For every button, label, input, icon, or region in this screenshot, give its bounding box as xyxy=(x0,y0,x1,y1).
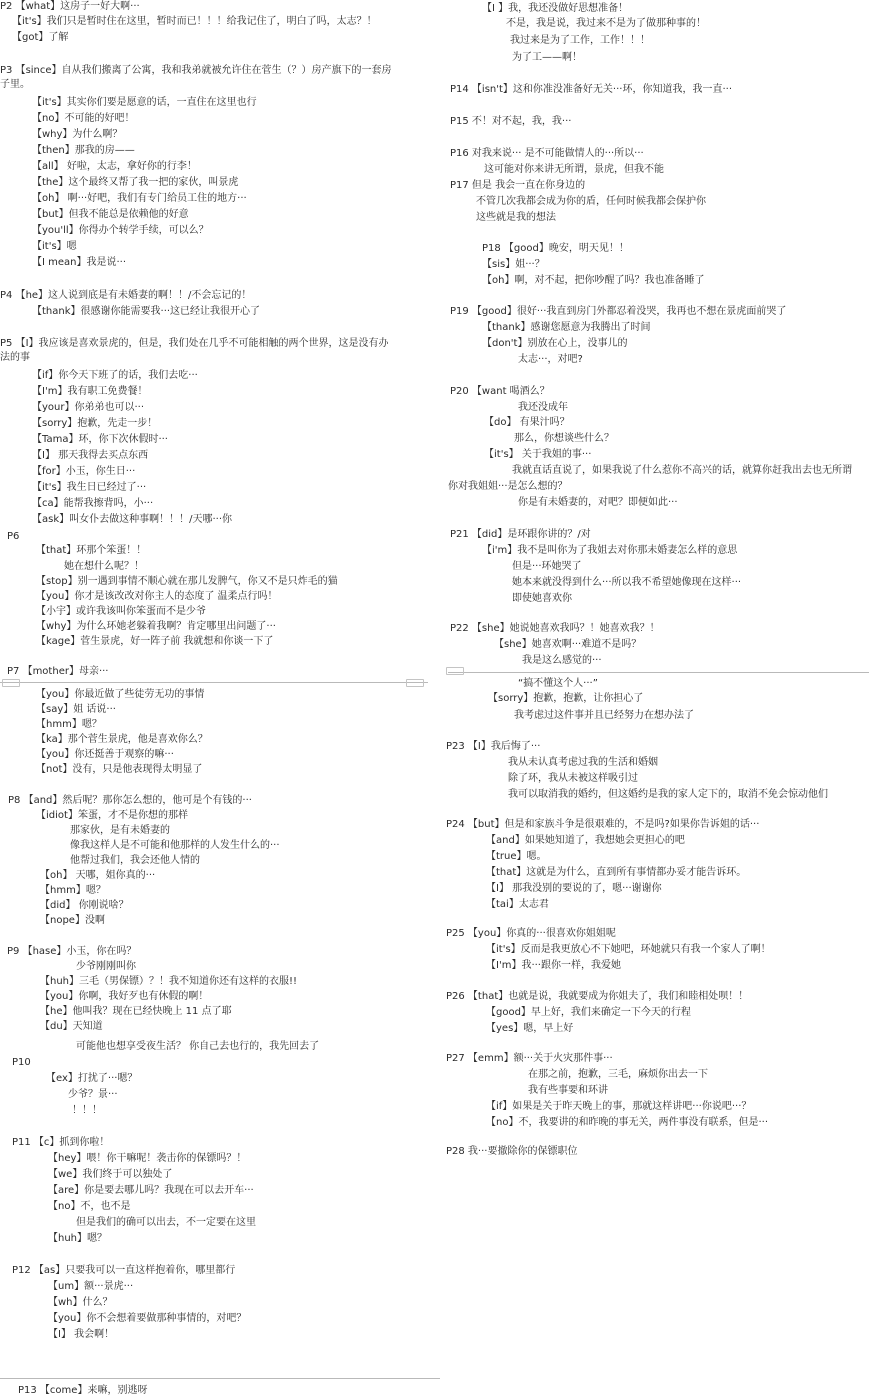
right-column-line: 【and】如果她知道了，我想她会更担心的吧 xyxy=(486,835,685,846)
right-column-line: 【if】如果是关于昨天晚上的事，那就这样讲吧···你说吧···？ xyxy=(486,1101,752,1112)
right-column-line: 但是···环她哭了 xyxy=(512,561,582,572)
left-column-line: 【I】 那天我得去买点东西 xyxy=(32,450,149,461)
right-column-line: 我是这么感觉的··· xyxy=(522,655,602,666)
left-column-line: 【say】姐 话说··· xyxy=(36,704,116,715)
left-column-line: 【ask】叫女仆去做这种事啊！！！/天哪···你 xyxy=(32,514,233,525)
right-column-line: P20 【want 喝酒么？ xyxy=(450,386,550,397)
right-column-line: 【sorry】抱歉，抱歉，让你担心了 xyxy=(488,693,644,704)
right-column-line: 【thank】感谢您愿意为我腾出了时间 xyxy=(482,322,651,333)
right-column-line: P22 【she】她说她喜欢我吗？！她喜欢我？！ xyxy=(450,623,660,634)
right-column-line: P28 我···要撤除你的保镖职位 xyxy=(446,1146,578,1157)
right-column-line: 【she】她喜欢啊···难道不是吗？ xyxy=(494,639,642,650)
right-column-line: 【it's】反而是我更放心不下她吧，环她就只有我一个家人了啊！ xyxy=(486,944,771,955)
left-column-line: 【you】你最近做了些徒劳无功的事情 xyxy=(36,689,205,700)
left-column-line: 【you】你啊，我好歹也有休假的啊！ xyxy=(40,991,209,1002)
right-column-line: 这可能对你来讲无所谓，景虎，但我不能 xyxy=(484,164,664,175)
right-column-line: 【i'm】我不是叫你为了我姐去对你那未婚妻怎么样的意思 xyxy=(482,545,738,556)
right-column-line: 【I 】我，我还没做好思想准备！ xyxy=(482,3,629,14)
left-column-line: 【Tama】环，你下次休假时··· xyxy=(32,434,168,445)
right-column-line: 太志···，对吧? xyxy=(518,354,583,365)
left-column-line: 【huh】三毛（男保镖）？！我不知道你还有这样的衣服!! xyxy=(40,976,298,987)
left-column-line: P12 【as】只要我可以一直这样抱着你，哪里都行 xyxy=(12,1265,236,1276)
left-column-line: P5 【I】我应该是喜欢景虎的，但是，我们处在几乎不可能相触的两个世界，这是没有办 xyxy=(0,338,389,349)
left-column-line: P13 【come】来嘛，别逃呀 xyxy=(18,1385,148,1396)
right-column-line: 【no】不，我要讲的和昨晚的事无关，两件事没有联系，但是··· xyxy=(486,1117,768,1128)
page-divider-right xyxy=(448,672,869,673)
left-column-line: 【thank】很感谢你能需要我···这已经让我很开心了 xyxy=(32,306,261,317)
left-column-line: P4 【he】这人说到底是有未婚妻的啊！！/不会忘记的！ xyxy=(0,290,252,301)
left-column-line: 【ka】那个菅生景虎，他是喜欢你么？ xyxy=(36,734,208,745)
left-column-line: 【idiot】笨蛋，才不是你想的那样 xyxy=(36,810,188,821)
left-column-line: ！！！ xyxy=(72,1105,102,1116)
right-column-line: P23 【I】我后悔了··· xyxy=(446,741,541,752)
right-column-line: 这些就是我的想法 xyxy=(476,212,556,223)
left-column-line: 【he】他叫我？现在已经快晚上 11 点了耶 xyxy=(40,1006,232,1017)
left-column-line: 【for】小玉，你生日··· xyxy=(32,466,136,477)
left-column-line: P7 【mother】母亲··· xyxy=(7,666,109,677)
right-column-line: 【true】嗯。 xyxy=(486,851,547,862)
left-column-line: P3 【since】自从我们搬离了公寓，我和我弟就被允许住在菅生（？）房产旗下的一套房 xyxy=(0,65,392,76)
left-column-line: 【you】你才是该改改对你主人的态度了 温柔点行吗！ xyxy=(36,591,278,602)
left-column-line: 【ex】打扰了···嗯？ xyxy=(46,1073,138,1084)
right-column-line: 我有些事要和环讲 xyxy=(528,1085,608,1096)
right-column-line: 我考虑过这件事并且已经努力在想办法了 xyxy=(514,710,694,721)
left-column-line: 【小宇】或许我该叫你笨蛋而不是少爷 xyxy=(36,606,206,617)
right-column-line: 【I】 那我没别的要说的了，嗯···谢谢你 xyxy=(486,883,662,894)
left-column-line: P6 xyxy=(7,531,20,542)
left-column-line: 【it's】其实你们要是愿意的话，一直住在这里也行 xyxy=(32,97,257,108)
left-column-line: 【kage】菅生景虎，好一阵子前 我就想和你谈一下了 xyxy=(36,636,274,647)
left-column-line: 【all】 好啦，太志，拿好你的行李！ xyxy=(32,161,197,172)
left-column-line: 【why】为什么啊？ xyxy=(32,129,123,140)
right-column-line: 【it's】 关于我姐的事··· xyxy=(484,449,592,460)
right-column-line: 我还没成年 xyxy=(518,402,568,413)
left-column-line: 【huh】嗯？ xyxy=(48,1233,108,1244)
right-column-line: 在那之前，抱歉，三毛，麻烦你出去一下 xyxy=(528,1069,708,1080)
left-column-line: P2 【what】这房子一好大啊··· xyxy=(0,1,140,12)
left-column-line: 【that】环那个笨蛋！！ xyxy=(36,545,147,556)
left-column-line: 【got】了解 xyxy=(12,32,69,43)
left-column-line: 【you】你不会想着要做那种事情的，对吧？ xyxy=(48,1313,247,1324)
right-column-line: 【good】早上好，我们来确定一下今天的行程 xyxy=(486,1007,691,1018)
right-column-line: P18 【good】晚安，明天见！！ xyxy=(482,243,629,254)
right-column-line: “搞不懂这个人···” xyxy=(518,678,598,689)
left-column-line: 【no】不可能的好吧！ xyxy=(32,113,135,124)
left-column-line: P9 【hase】小玉，你在吗？ xyxy=(7,946,137,957)
right-column-line: 【oh】啊，对不起，把你吵醒了吗？我也准备睡了 xyxy=(482,275,705,286)
right-column-line: P24 【but】但是和家族斗争是很艰难的，不是吗?如果你告诉姐的话··· xyxy=(446,819,760,830)
right-column-line: P19 【good】很好···我直到房门外都忍着没哭，我再也不想在景虎面前哭了 xyxy=(450,306,787,317)
left-column-line: 【wh】什么？ xyxy=(48,1297,113,1308)
left-column-line: 【stop】别一遇到事情不顺心就在那儿发脾气，你又不是只炸毛的猫 xyxy=(36,576,338,587)
left-column-line: 【it's】我们只是暂时住在这里，暂时而已！！！给我记住了，明白了吗，太志？！ xyxy=(12,16,377,27)
right-column-line: 【sis】姐···？ xyxy=(482,259,545,270)
left-column-line: 少爷？景··· xyxy=(68,1089,118,1100)
right-column-line: P21 【did】是环跟你讲的？/对 xyxy=(450,529,591,540)
divider-marker-b xyxy=(406,679,424,687)
left-column-line: 【you'll】你得办个转学手续，可以么？ xyxy=(32,225,209,236)
left-column-line: 子里。 xyxy=(0,79,30,90)
left-column-line: 【you】你还挺善于观察的嘛··· xyxy=(36,749,174,760)
right-column-line: 【do】 有果汁吗？ xyxy=(484,417,570,428)
divider-marker-a xyxy=(2,679,20,687)
left-column-line: P10 xyxy=(12,1057,31,1068)
right-column-line: 那么，你想谈些什么？ xyxy=(514,433,614,444)
left-column-line: 【it's】嗯 xyxy=(32,241,77,252)
right-column-line: 你对我姐姐···是怎么想的？ xyxy=(448,481,568,492)
right-column-line: P16 对我来说··· 是不可能做情人的···所以··· xyxy=(450,148,644,159)
right-column-line: P27 【emm】额···关于火灾那件事··· xyxy=(446,1053,613,1064)
right-column-line: P15 不！对不起，我，我··· xyxy=(450,116,572,127)
left-column-line: 像我这样人是不可能和他那样的人发生什么的··· xyxy=(70,840,280,851)
right-column-line: 为了工——啊！ xyxy=(512,52,582,63)
left-column-line: P11 【c】抓到你啦！ xyxy=(12,1137,110,1148)
left-column-line: 【du】天知道 xyxy=(40,1021,103,1032)
left-column-line: 【hey】喂！你干嘛呢！袭击你的保镖吗？！ xyxy=(48,1153,247,1164)
left-column-line: 【ca】能帮我擦背吗，小··· xyxy=(32,498,154,509)
right-column-line: 【that】这就是为什么，直到所有事情都办妥才能告诉环。 xyxy=(486,867,747,878)
left-column-line: 他帮过我们，我会还他人情的 xyxy=(70,855,200,866)
right-column-line: 你是有未婚妻的，对吧？即便如此··· xyxy=(518,497,678,508)
left-column-line: 【I】 我会啊！ xyxy=(48,1329,115,1340)
left-column-line: 【um】额···景虎··· xyxy=(48,1281,134,1292)
left-column-line: 【oh】 天哪，姐你真的··· xyxy=(40,870,156,881)
left-column-line: 【we】我们终于可以独处了 xyxy=(48,1169,173,1180)
right-column-line: 即使她喜欢你 xyxy=(512,593,572,604)
right-column-line: 【tai】太志君 xyxy=(486,899,549,910)
left-column-line: 【your】你弟弟也可以··· xyxy=(32,402,145,413)
left-column-line: 【are】你是要去哪儿吗？我现在可以去开车··· xyxy=(48,1185,254,1196)
left-column-line: 【I mean】我是说··· xyxy=(32,257,127,268)
left-column-line: 【then】那我的房—— xyxy=(32,145,135,156)
left-column-line: 【but】但我不能总是依赖他的好意 xyxy=(32,209,189,220)
left-column-line: 法的事 xyxy=(0,352,30,363)
left-column-line: 【it's】我生日已经过了··· xyxy=(32,482,147,493)
left-column-line: 【hmm】嗯？ xyxy=(40,885,106,896)
right-column-line: 我过来是为了工作，工作！！！ xyxy=(510,35,650,46)
left-column-line: 【if】你今天下班了的话，我们去吃··· xyxy=(32,370,198,381)
left-column-line: 【nope】没啊 xyxy=(40,915,105,926)
page-divider-bottom xyxy=(0,1378,440,1379)
right-column-line: P14 【isn't】这和你准没准备好无关···环，你知道我，我一直··· xyxy=(450,84,733,95)
page-divider-left xyxy=(0,682,428,683)
right-column-line: 我从未认真考虑过我的生活和婚姻 xyxy=(508,757,658,768)
right-column-line: 我可以取消我的婚约，但这婚约是我的家人定下的，取消不免会惊动他们 xyxy=(508,789,828,800)
right-column-line: P17 但是 我会一直在你身边的 xyxy=(450,180,586,191)
left-column-line: 【no】不，也不是 xyxy=(48,1201,131,1212)
right-column-line: 她本来就没得到什么···所以我不希望她像现在这样··· xyxy=(512,577,742,588)
left-column-line: 【did】 你刚说啥？ xyxy=(40,900,129,911)
left-column-line: 少爷刚刚叫你 xyxy=(76,961,136,972)
left-column-line: P8 【and】然后呢？那你怎么想的，他可是个有钱的··· xyxy=(8,795,252,806)
left-column-line: 【I'm】我有职工免费餐！ xyxy=(32,386,148,397)
left-column-line: 【not】没有，只是他表现得太明显了 xyxy=(36,764,203,775)
right-column-line: 【I'm】我···跟你一样，我爱她 xyxy=(486,960,621,971)
right-column-line: P26 【that】也就是说，我就要成为你姐夫了，我们和睦相处呗！！ xyxy=(446,991,749,1002)
left-column-line: 她在想什么呢？！ xyxy=(64,561,144,572)
right-column-line: 【yes】嗯，早上好 xyxy=(486,1023,574,1034)
left-column-line: 那家伙，是有未婚妻的 xyxy=(70,825,170,836)
right-column-line: 不管几次我都会成为你的盾，任何时候我都会保护你 xyxy=(476,196,706,207)
right-column-line: P25 【you】你真的···很喜欢你姐姐呢 xyxy=(446,928,616,939)
right-column-line: 【don't】别放在心上，没事儿的 xyxy=(482,338,628,349)
left-column-line: 【sorry】抱歉，先走一步！ xyxy=(32,418,158,429)
divider-marker-left xyxy=(446,667,464,675)
left-column-line: 但是我们的确可以出去，不一定要在这里 xyxy=(76,1217,256,1228)
left-column-line: 【oh】 啊···好吧，我们有专门给员工住的地方··· xyxy=(32,193,247,204)
right-column-line: 除了环，我从未被这样吸引过 xyxy=(508,773,638,784)
left-column-line: 【hmm】嗯？ xyxy=(36,719,102,730)
left-column-line: 【why】为什么环她老躲着我啊？肯定哪里出问题了··· xyxy=(36,621,276,632)
right-column-line: 不是，我是说，我过来不是为了做那种事的！ xyxy=(506,18,706,29)
left-column-line: 可能他也想享受夜生活？ 你自己去也行的，我先回去了 xyxy=(76,1041,320,1052)
right-column-line: 我就直话直说了，如果我说了什么惹你不高兴的话，就算你赶我出去也无所谓 xyxy=(512,465,852,476)
left-column-line: 【the】这个最终又帮了我一把的家伙，叫景虎 xyxy=(32,177,239,188)
